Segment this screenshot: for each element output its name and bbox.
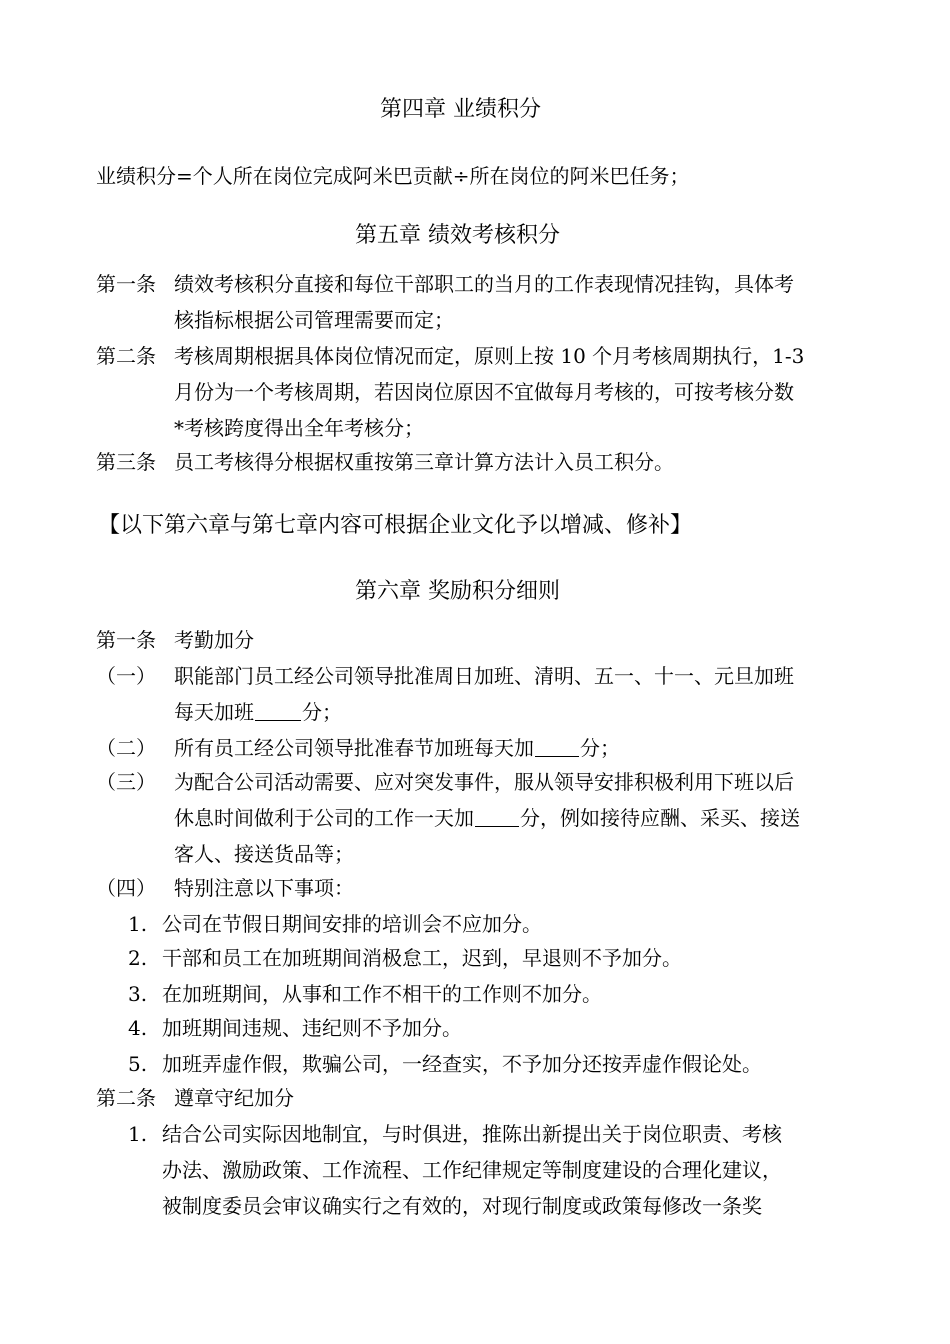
note-item: 加班期间违规、违纪则不予加分。 xyxy=(162,1016,462,1040)
item3-line2-text: 休息时间做利于公司的工作一天加 xyxy=(174,806,474,830)
note-num: 5. xyxy=(128,1052,148,1076)
item1-line1: 职能部门员工经公司领导批准周日加班、清明、五一、十一、元旦加班 xyxy=(174,664,794,688)
ch6-article2-label: 第二条 xyxy=(96,1086,156,1110)
item2-label: （二） xyxy=(96,736,156,760)
ch5-article3-line1: 员工考核得分根据权重按第三章计算方法计入员工积分。 xyxy=(174,450,674,474)
chapter4-title: 第四章 业绩积分 xyxy=(380,97,541,122)
note-item: 在加班期间，从事和工作不相干的工作则不加分。 xyxy=(162,982,602,1006)
note-item: 干部和员工在加班期间消极怠工，迟到，早退则不予加分。 xyxy=(162,946,682,970)
ch5-article3-label: 第三条 xyxy=(96,450,156,474)
item1-line2 xyxy=(174,694,342,730)
item3-label: （三） xyxy=(96,770,156,794)
ch5-article2-line3: *考核跨度得出全年考核分； xyxy=(174,416,424,440)
ch5-article2-line1: 考核周期根据具体岗位情况而定，原则上按 10 个月考核周期执行，1-3 xyxy=(174,344,805,368)
item3-line2 xyxy=(174,800,800,836)
performance-formula: 业绩积分=个人所在岗位完成阿米巴贡献÷所在岗位的阿米巴任务； xyxy=(96,164,690,188)
chapter6-title: 第六章 奖励积分细则 xyxy=(355,579,560,604)
ch6-article1-label: 第一条 xyxy=(96,628,156,652)
item2-line1-suffix: 分； xyxy=(580,736,620,760)
chapter5-title: 第五章 绩效考核积分 xyxy=(355,223,560,248)
rule-num: 1. xyxy=(128,1122,148,1146)
item2-line1 xyxy=(174,730,620,766)
ch5-article2-line2: 月份为一个考核周期，若因岗位原因不宜做每月考核的，可按考核分数 xyxy=(174,380,794,404)
item1-line2-suffix: 分； xyxy=(302,700,342,724)
rule-line: 结合公司实际因地制宜，与时俱进，推陈出新提出关于岗位职责、考核 xyxy=(162,1122,782,1146)
item4-heading: 特别注意以下事项： xyxy=(174,876,354,900)
item1-line2-text: 每天加班 xyxy=(174,700,254,724)
ch5-article2-label: 第二条 xyxy=(96,344,156,368)
note-num: 2. xyxy=(128,946,148,970)
rule-line: 被制度委员会审议确实行之有效的，对现行制度或政策每修改一条奖 xyxy=(162,1194,762,1218)
note-num: 3. xyxy=(128,982,148,1006)
fill-blank xyxy=(475,806,519,827)
item4-label: （四） xyxy=(96,876,156,900)
item2-line1-text: 所有员工经公司领导批准春节加班每天加 xyxy=(174,736,534,760)
note-num: 4. xyxy=(128,1016,148,1040)
rule-line: 办法、激励政策、工作流程、工作纪律规定等制度建设的合理化建议， xyxy=(162,1158,782,1182)
editorial-note: 【以下第六章与第七章内容可根据企业文化予以增减、修补】 xyxy=(98,513,693,538)
ch5-article1-line2: 核指标根据公司管理需要而定； xyxy=(174,308,454,332)
ch5-article1-label: 第一条 xyxy=(96,272,156,296)
fill-blank xyxy=(535,736,579,757)
item3-line1: 为配合公司活动需要、应对突发事件，服从领导安排积极利用下班以后 xyxy=(174,770,794,794)
ch5-article1-line1: 绩效考核积分直接和每位干部职工的当月的工作表现情况挂钩，具体考 xyxy=(174,272,794,296)
ch6-article1-heading: 考勤加分 xyxy=(174,628,254,652)
note-num: 1. xyxy=(128,912,148,936)
item3-line3: 客人、接送货品等； xyxy=(174,842,354,866)
fill-blank xyxy=(255,700,301,721)
note-item: 公司在节假日期间安排的培训会不应加分。 xyxy=(162,912,542,936)
ch6-article2-heading: 遵章守纪加分 xyxy=(174,1086,294,1110)
note-item: 加班弄虚作假，欺骗公司，一经查实，不予加分还按弄虚作假论处。 xyxy=(162,1052,762,1076)
item3-line2-suffix: 分，例如接待应酬、采买、接送 xyxy=(520,806,800,830)
item1-label: （一） xyxy=(96,664,156,688)
